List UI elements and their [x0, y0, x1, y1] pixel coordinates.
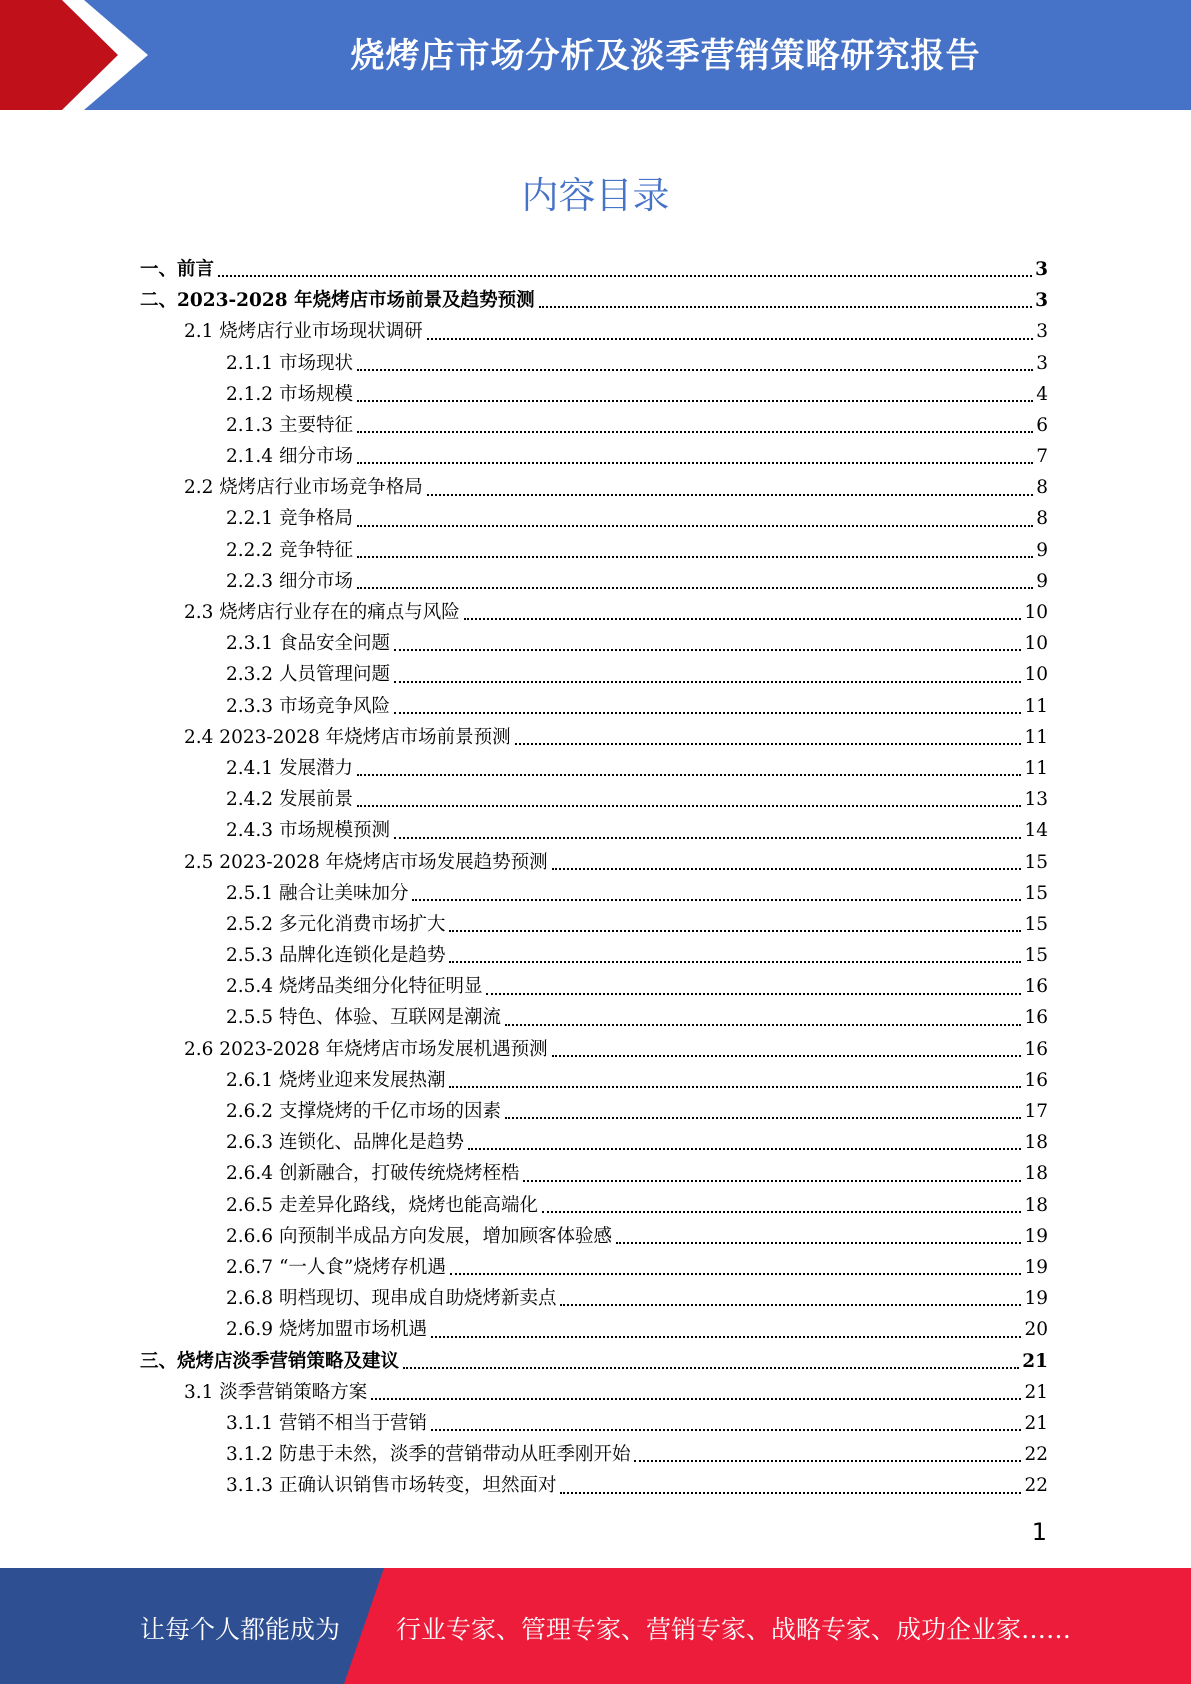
- toc-dot-leader: [505, 1024, 1021, 1026]
- toc-entry-page: 10: [1024, 664, 1048, 686]
- toc-entry-label: 2.1.1 市场现状: [226, 352, 353, 374]
- toc-entry-label: 2.1.2 市场规模: [226, 383, 353, 405]
- toc-dot-leader: [542, 1211, 1021, 1213]
- toc-entry-label: 2.5.4 烧烤品类细分化特征明显: [226, 976, 483, 998]
- toc-entry[interactable]: [140, 1377, 1048, 1408]
- toc-entry[interactable]: [140, 847, 1048, 878]
- toc-entry[interactable]: [140, 753, 1048, 784]
- footer-slogan-right: 行业专家、管理专家、营销专家、战略专家、成功企业家……: [396, 1615, 1072, 1644]
- toc-dot-leader: [357, 587, 1033, 589]
- toc-dot-leader: [371, 1398, 1021, 1400]
- report-title: 烧烤店市场分析及淡季营销策略研究报告: [350, 36, 981, 76]
- toc-entry-page: 4: [1036, 383, 1048, 405]
- toc-entry-label: 2.2 烧烤店行业市场竞争格局: [184, 477, 423, 499]
- toc-entry-label: 2.6.2 支撑烧烤的千亿市场的因素: [226, 1101, 501, 1123]
- toc-dot-leader: [449, 961, 1021, 963]
- toc-entry[interactable]: [140, 566, 1048, 597]
- toc-dot-leader: [634, 1460, 1021, 1462]
- toc-entry[interactable]: [140, 628, 1048, 659]
- toc-entry-page: 15: [1024, 913, 1048, 935]
- toc-entry[interactable]: [140, 1470, 1048, 1501]
- toc-entry-page: 16: [1024, 1038, 1048, 1060]
- toc-dot-leader: [403, 1367, 1019, 1369]
- toc-dot-leader: [560, 1304, 1021, 1306]
- toc-entry-page: 22: [1024, 1475, 1048, 1497]
- toc-entry-label: 2.3.3 市场竞争风险: [226, 695, 390, 717]
- toc-entry-label: 2.5.1 融合让美味加分: [226, 882, 409, 904]
- toc-entry[interactable]: [140, 815, 1048, 846]
- toc-entry[interactable]: [140, 1190, 1048, 1221]
- toc-entry-page: 15: [1024, 945, 1048, 967]
- toc-entry-page: 21: [1024, 1412, 1048, 1434]
- toc-dot-leader: [523, 1180, 1021, 1182]
- toc-entry-label: 2.6.6 向预制半成品方向发展，增加顾客体验感: [226, 1225, 612, 1247]
- toc-entry-label: 2.5.3 品牌化连锁化是趋势: [226, 945, 446, 967]
- toc-heading: 内容目录: [521, 174, 670, 217]
- toc-entry-page: 10: [1024, 602, 1048, 624]
- toc-entry[interactable]: [140, 1221, 1048, 1252]
- toc-dot-leader: [357, 431, 1033, 433]
- toc-entry-page: 19: [1024, 1256, 1048, 1278]
- toc-entry-label: 2.6.7 “一人食”烧烤存机遇: [226, 1256, 446, 1278]
- toc-entry-page: 10: [1024, 633, 1048, 655]
- toc-entry[interactable]: [140, 940, 1048, 971]
- toc-dot-leader: [515, 743, 1022, 745]
- toc-entry[interactable]: [140, 597, 1048, 628]
- toc-entry[interactable]: [140, 1283, 1048, 1314]
- toc-dot-leader: [449, 1086, 1021, 1088]
- toc-entry-label: 一、前言: [140, 258, 215, 280]
- toc-dot-leader: [449, 930, 1021, 932]
- toc-entry-label: 2.6.8 明档现切、现串成自助烧烤新卖点: [226, 1288, 557, 1310]
- toc-dot-leader: [616, 1242, 1021, 1244]
- toc-entry-label: 3.1.3 正确认识销售市场转变，坦然面对: [226, 1475, 557, 1497]
- toc-entry[interactable]: [140, 784, 1048, 815]
- toc-entry-page: 9: [1036, 539, 1048, 561]
- toc-entry-label: 2.6.9 烧烤加盟市场机遇: [226, 1319, 427, 1341]
- toc-entry[interactable]: [140, 254, 1048, 285]
- toc-dot-leader: [394, 649, 1021, 651]
- toc-dot-leader: [539, 306, 1033, 308]
- toc-dot-leader: [552, 868, 1022, 870]
- toc-entry-label: 2.4.1 发展潜力: [226, 757, 353, 779]
- toc-entry-label: 2.2.1 竞争格局: [226, 508, 353, 530]
- toc-entry-page: 20: [1024, 1319, 1048, 1341]
- toc-entry-page: 3: [1035, 258, 1048, 280]
- toc-entry-page: 22: [1024, 1444, 1048, 1466]
- toc-dot-leader: [468, 1148, 1021, 1150]
- toc-entry-label: 三、烧烤店淡季营销策略及建议: [140, 1350, 400, 1372]
- toc-entry[interactable]: [140, 971, 1048, 1002]
- toc-entry-page: 6: [1036, 414, 1048, 436]
- toc-entry-page: 16: [1024, 1069, 1048, 1091]
- toc-dot-leader: [357, 400, 1033, 402]
- toc-dot-leader: [552, 1055, 1022, 1057]
- toc-entry[interactable]: [140, 1439, 1048, 1470]
- toc-entry-page: 11: [1024, 695, 1048, 717]
- toc-entry-page: 3: [1036, 352, 1048, 374]
- toc-entry-label: 2.5.5 特色、体验、互联网是潮流: [226, 1007, 501, 1029]
- toc-entry-page: 14: [1024, 820, 1048, 842]
- toc-entry[interactable]: [140, 1408, 1048, 1439]
- toc-entry[interactable]: [140, 535, 1048, 566]
- toc-entry[interactable]: [140, 285, 1048, 316]
- toc-dot-leader: [357, 525, 1033, 527]
- page-number: 1: [1031, 1518, 1047, 1546]
- toc-dot-leader: [218, 275, 1032, 277]
- toc-entry[interactable]: [140, 722, 1048, 753]
- toc-dot-leader: [560, 1492, 1021, 1494]
- toc-entry-label: 2.1 烧烤店行业市场现状调研: [184, 321, 423, 343]
- toc-entry-page: 8: [1036, 508, 1048, 530]
- footer-slogan-left: 让每个人都能成为: [140, 1615, 341, 1644]
- toc-entry-label: 3.1 淡季营销策略方案: [184, 1381, 368, 1403]
- toc-entry[interactable]: [140, 909, 1048, 940]
- toc-entry[interactable]: [140, 1003, 1048, 1034]
- toc-dot-leader: [450, 1273, 1022, 1275]
- toc-entry[interactable]: [140, 1314, 1048, 1345]
- toc-entry-page: 16: [1024, 976, 1048, 998]
- toc-entry-page: 16: [1024, 1007, 1048, 1029]
- toc-entry[interactable]: [140, 1034, 1048, 1065]
- toc-entry-label: 2.6.1 烧烤业迎来发展热潮: [226, 1069, 446, 1091]
- toc-entry-page: 11: [1024, 726, 1048, 748]
- toc-entry-label: 2.5.2 多元化消费市场扩大: [226, 913, 446, 935]
- toc-entry-label: 2.4.2 发展前景: [226, 789, 353, 811]
- header-banner: [0, 0, 1191, 110]
- toc-entry[interactable]: [140, 316, 1048, 347]
- toc-entry[interactable]: [140, 1252, 1048, 1283]
- toc-dot-leader: [394, 837, 1021, 839]
- toc-dot-leader: [505, 1117, 1021, 1119]
- toc-entry-page: 18: [1024, 1163, 1048, 1185]
- toc-entry[interactable]: [140, 472, 1048, 503]
- toc-dot-leader: [357, 805, 1022, 807]
- toc-entry[interactable]: [140, 691, 1048, 722]
- toc-entry[interactable]: [140, 504, 1048, 535]
- toc-entry-page: 17: [1024, 1101, 1048, 1123]
- toc-dot-leader: [357, 369, 1033, 371]
- toc-entry-label: 二、2023-2028 年烧烤店市场前景及趋势预测: [140, 290, 535, 312]
- header-chevron-decoration: [0, 0, 160, 110]
- toc-entry-page: 11: [1024, 757, 1048, 779]
- toc-entry[interactable]: [140, 878, 1048, 909]
- toc-dot-leader: [431, 1429, 1021, 1431]
- toc-dot-leader: [427, 494, 1033, 496]
- toc-entry[interactable]: [140, 1158, 1048, 1189]
- toc-entry-label: 2.6.5 走差异化路线，烧烤也能高端化: [226, 1194, 538, 1216]
- toc-entry-page: 3: [1036, 321, 1048, 343]
- toc-entry-label: 2.1.3 主要特征: [226, 414, 353, 436]
- toc-dot-leader: [357, 462, 1033, 464]
- toc-entry-label: 2.6.4 创新融合，打破传统烧烤桎梏: [226, 1163, 520, 1185]
- toc-dot-leader: [486, 993, 1021, 995]
- toc-entry[interactable]: [140, 1346, 1048, 1377]
- toc-entry-page: 21: [1022, 1350, 1048, 1372]
- toc-dot-leader: [394, 681, 1021, 683]
- toc-dot-leader: [357, 774, 1022, 776]
- table-of-contents: [140, 254, 1048, 1502]
- toc-entry-label: 2.4.3 市场规模预测: [226, 820, 390, 842]
- toc-entry-label: 3.1.1 营销不相当于营销: [226, 1412, 427, 1434]
- toc-entry-page: 15: [1024, 882, 1048, 904]
- toc-entry-label: 2.6 2023-2028 年烧烤店市场发展机遇预测: [184, 1038, 548, 1060]
- toc-entry-label: 2.2.2 竞争特征: [226, 539, 353, 561]
- toc-entry[interactable]: [140, 1065, 1048, 1096]
- toc-dot-leader: [427, 338, 1033, 340]
- toc-entry-label: 2.3.2 人员管理问题: [226, 664, 390, 686]
- toc-dot-leader: [464, 618, 1022, 620]
- toc-entry-page: 8: [1036, 477, 1048, 499]
- toc-entry-label: 3.1.2 防患于未然，淡季的营销带动从旺季刚开始: [226, 1444, 631, 1466]
- toc-entry-label: 2.3.1 食品安全问题: [226, 633, 390, 655]
- toc-dot-leader: [412, 899, 1021, 901]
- toc-entry[interactable]: [140, 441, 1048, 472]
- toc-dot-leader: [431, 1336, 1021, 1338]
- toc-entry[interactable]: [140, 379, 1048, 410]
- toc-entry[interactable]: [140, 659, 1048, 690]
- toc-dot-leader: [357, 556, 1033, 558]
- toc-entry-label: 2.1.4 细分市场: [226, 446, 353, 468]
- toc-entry[interactable]: [140, 410, 1048, 441]
- footer-banner: [0, 1568, 1191, 1684]
- toc-entry-page: 19: [1024, 1225, 1048, 1247]
- toc-entry-page: 3: [1035, 290, 1048, 312]
- toc-entry[interactable]: [140, 348, 1048, 379]
- toc-entry-label: 2.6.3 连锁化、品牌化是趋势: [226, 1132, 464, 1154]
- toc-entry-page: 18: [1024, 1132, 1048, 1154]
- toc-entry-label: 2.5 2023-2028 年烧烤店市场发展趋势预测: [184, 851, 548, 873]
- toc-entry-page: 9: [1036, 570, 1048, 592]
- toc-entry-page: 15: [1024, 851, 1048, 873]
- toc-entry-label: 2.3 烧烤店行业存在的痛点与风险: [184, 602, 460, 624]
- toc-entry-page: 19: [1024, 1288, 1048, 1310]
- toc-entry-page: 21: [1024, 1381, 1048, 1403]
- toc-entry-page: 18: [1024, 1194, 1048, 1216]
- toc-entry-page: 7: [1036, 446, 1048, 468]
- toc-entry-page: 13: [1024, 789, 1048, 811]
- toc-entry-label: 2.4 2023-2028 年烧烤店市场前景预测: [184, 726, 511, 748]
- toc-entry[interactable]: [140, 1127, 1048, 1158]
- toc-entry-label: 2.2.3 细分市场: [226, 570, 353, 592]
- toc-entry[interactable]: [140, 1096, 1048, 1127]
- toc-dot-leader: [394, 712, 1021, 714]
